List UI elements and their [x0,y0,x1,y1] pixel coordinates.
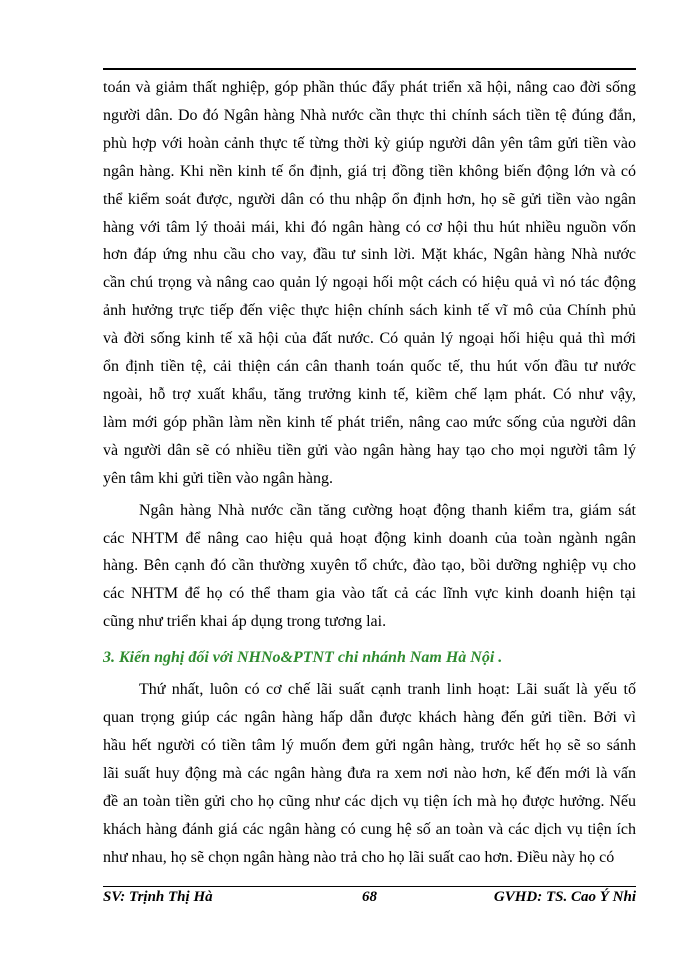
page-footer [103,889,636,911]
text-line: quan trọng giúp các ngân hàng hấp dẫn được khách hàng đến gửi tiền. Bởi vì [103,709,636,727]
header-rule [103,68,636,70]
text-line: đề an toàn tiền gửi cho họ cũng như các dịch vụ tiện ích mà họ được hưởng. Nếu [103,792,636,810]
section-heading: 3. Kiến nghị đối với NHNo&PTNT chi nhánh Nam Hà Nội . [103,649,503,667]
page-body [103,74,636,871]
text-line: hầu hết người có tiền tâm lý muốn đem gửi ngân hàng, trước hết họ sẽ so sánh [103,736,636,754]
text-line: Thứ nhất, luôn có cơ chế lãi suất cạnh tranh linh hoạt: Lãi suất là yếu tố [139,681,636,699]
text-line: người dân. Do đó Ngân hàng Nhà nước cần thực thi chính sách tiền tệ đúng đắn, [103,106,636,124]
text-line: như nhau, họ sẽ chọn ngân hàng nào trả cho họ lãi suất cao hơn. Điều này họ có [103,848,615,866]
footer-student: SV: Trịnh Thị Hà [103,889,213,905]
footer-rule [103,886,636,887]
text-line: cũng như triển khai áp dụng trong tương lai. [103,613,387,631]
text-line: hàng. Bên cạnh đó cần thường xuyên tổ chức, đào tạo, bồi dưỡng nghiệp vụ cho [103,557,636,575]
text-line: toán và giảm thất nghiệp, góp phần thúc đẩy phát triển xã hội, nâng cao đời sống [103,79,636,96]
text-line: Ngân hàng Nhà nước cần tăng cường hoạt động thanh kiểm tra, giám sát [139,501,636,519]
footer-advisor: GVHD: TS. Cao Ý Nhi [493,889,636,905]
text-line: ngân hàng. Khi nền kinh tế ổn định, giá trị đồng tiền không biến động lớn và có [103,162,636,180]
text-line: lãi suất huy động mà các ngân hàng đưa ra xem nơi nào hơn, kế đến mới là vấn [103,764,636,782]
text-line: phù hợp với hoàn cảnh thực tế từng thời kỳ giúp người dân yên tâm gửi tiền vào [103,134,636,152]
text-line: cần chú trọng và nâng cao quản lý ngoại hối một cách có hiệu quả vì nó tác động [103,274,636,292]
text-line: ảnh hưởng trực tiếp đến việc thực hiện chính sách kinh tế vĩ mô của Chính phủ [103,302,636,320]
text-line: ngoài, hỗ trợ xuất khẩu, tăng trưởng kinh tế, kiềm chế lạm phát. Có như vậy, [103,385,636,403]
text-line: thể kiểm soát được, người dân có thu nhập ổn định hơn, họ sẽ gửi tiền vào ngân [103,190,636,208]
text-line: ổn định tiền tệ, cải thiện cán cân thanh toán quốc tế, thu hút vốn đầu tư nước [103,358,636,376]
paragraph-inspection [103,497,636,637]
paragraph-interest-rate [103,676,636,871]
text-line: khách hàng đánh giá các ngân hàng có cung hệ số an toàn và các dịch vụ tiện ích [103,820,636,838]
text-line: các NHTM để nâng cao hiệu quả hoạt động kinh doanh của toàn ngành ngân [103,529,636,547]
text-line: hơn đáp ứng nhu cầu cho vay, đầu tư sinh lời. Mặt khác, Ngân hàng Nhà nước [103,246,636,264]
text-line: và đời sống kinh tế xã hội của đất nước. Có quản lý ngoại hối hiệu quả thì mới [103,330,636,348]
text-line: hàng với tâm lý thoải mái, khi đó ngân hàng có cơ hội thu hút nhiều nguồn vốn [103,218,636,236]
text-line: và người dân sẽ có nhiều tiền gửi vào ngân hàng hay tạo cho mọi người tâm lý [103,441,636,459]
text-line: làm mới góp phần làm nền kinh tế phát triển, nâng cao mức sống của người dân [103,413,636,431]
text-line: yên tâm khi gửi tiền vào ngân hàng. [103,469,333,487]
paragraph-monetary-policy [103,74,636,493]
text-line: các NHTM để họ có thể tham gia vào tất cả các lĩnh vực kinh doanh hiện tại [103,585,636,603]
page-number: 68 [362,889,377,905]
